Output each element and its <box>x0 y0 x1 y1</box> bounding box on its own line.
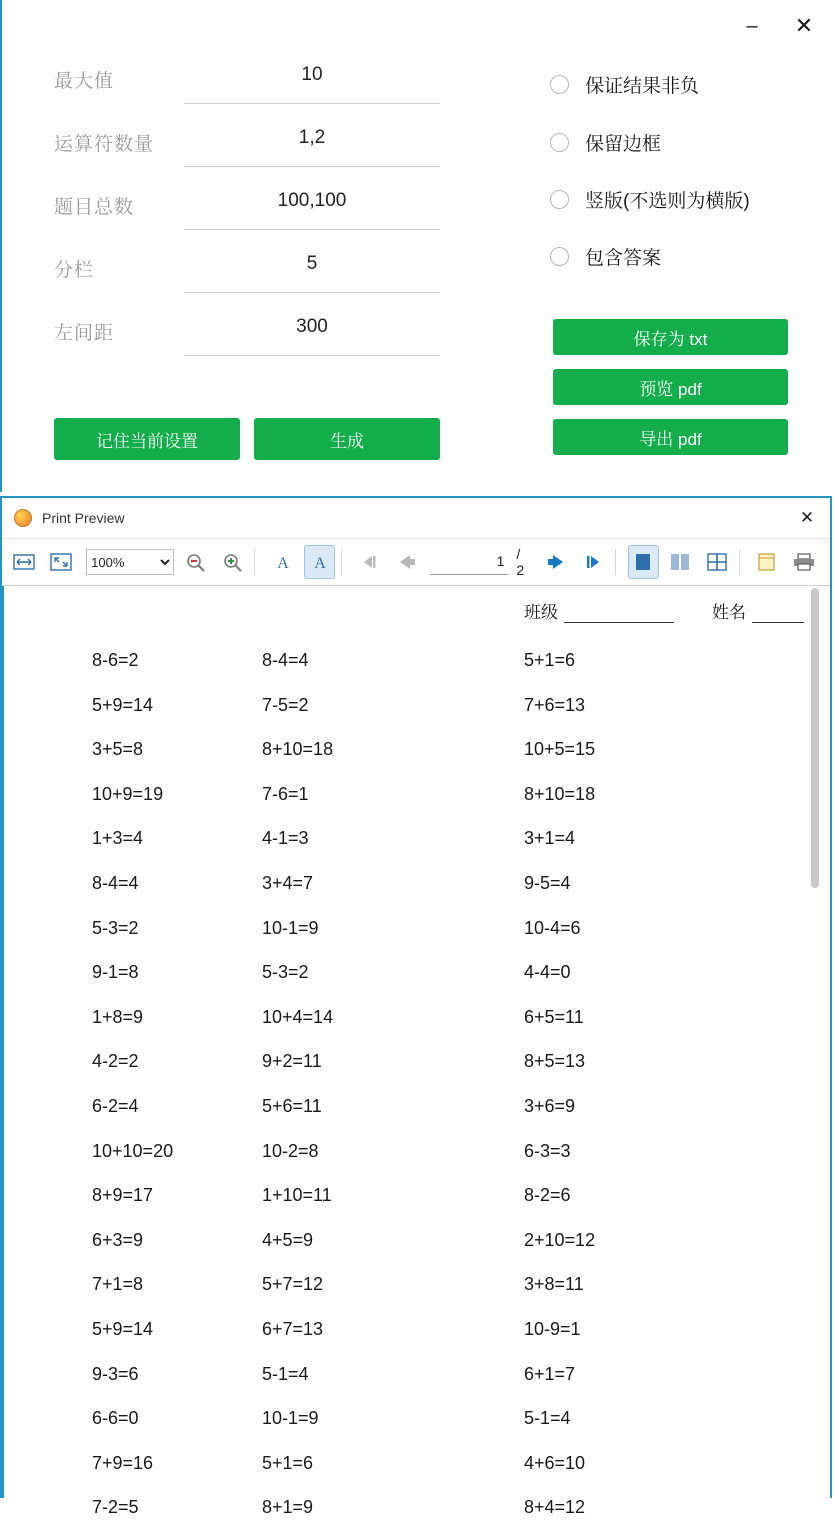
problem-item: 10+4=14 <box>262 1006 334 1027</box>
field-underline <box>184 229 440 230</box>
field-underline <box>184 292 440 293</box>
problem-item: 8+10=18 <box>524 783 596 804</box>
field-label-total-problems: 题目总数 <box>54 197 135 218</box>
problem-item: 6+7=13 <box>262 1318 324 1339</box>
problem-column-2 <box>262 638 524 1530</box>
previous-page-icon <box>391 545 422 579</box>
toolbar-separator <box>739 549 740 575</box>
problem-item: 3+5=8 <box>92 739 144 760</box>
option-label-vertical-layout: 竖版(不选则为横版) <box>585 190 750 212</box>
problem-item: 8+4=12 <box>524 1497 586 1518</box>
problem-item: 5-3=2 <box>92 917 139 938</box>
problem-item: 10+5=15 <box>524 739 596 760</box>
problem-item: 1+8=9 <box>92 1006 144 1027</box>
field-row-operator-count[interactable] <box>54 119 440 167</box>
field-label-left-margin: 左间距 <box>54 323 115 344</box>
problem-item: 6-6=0 <box>92 1408 139 1429</box>
field-label-operator-count: 运算符数量 <box>54 134 155 155</box>
problem-item: 7-2=5 <box>92 1497 139 1518</box>
problem-item: 4-1=3 <box>262 828 309 849</box>
problem-item: 5+1=6 <box>524 650 576 670</box>
save-txt-button[interactable]: 保存为 txt <box>553 319 788 355</box>
problem-item: 6+1=7 <box>524 1363 576 1384</box>
problem-item: 7-6=1 <box>262 783 309 804</box>
problem-item: 4-4=0 <box>524 962 571 983</box>
first-page-icon <box>354 545 385 579</box>
field-input-columns[interactable]: 5 <box>306 253 318 274</box>
toolbar-separator <box>254 549 255 575</box>
problem-item: 5+9=14 <box>92 1318 154 1339</box>
problem-item: 8-2=6 <box>524 1185 571 1206</box>
class-label: 班级 <box>524 603 558 622</box>
preview-pdf-button[interactable]: 预览 pdf <box>553 369 788 405</box>
problem-item: 9-1=8 <box>92 962 139 983</box>
problem-item: 10+9=19 <box>92 783 164 804</box>
settings-window <box>0 0 832 492</box>
field-row-max-value[interactable] <box>54 56 440 104</box>
fit-width-icon[interactable] <box>8 545 39 579</box>
problem-item: 4+5=9 <box>262 1229 314 1250</box>
problem-item: 9+2=11 <box>262 1051 322 1072</box>
print-preview-close-button[interactable] <box>794 506 820 530</box>
preview-scrollbar[interactable] <box>808 586 822 1498</box>
problem-item: 10-4=6 <box>524 917 581 938</box>
zoom-out-icon[interactable] <box>180 545 211 579</box>
scrollbar-thumb[interactable] <box>811 588 819 888</box>
text-smaller-icon[interactable] <box>267 545 298 579</box>
minimize-icon: – <box>746 15 758 37</box>
problem-item: 5+6=11 <box>262 1095 322 1116</box>
grid-view-icon[interactable] <box>702 545 733 579</box>
page-total-label: / 2 <box>516 546 525 578</box>
option-label-include-answers: 包含答案 <box>585 247 662 269</box>
problem-item: 3+4=7 <box>262 872 314 893</box>
print-preview-toolbar <box>2 539 830 586</box>
problem-item: 3+1=4 <box>524 828 576 849</box>
field-row-columns[interactable] <box>54 245 440 293</box>
problem-item: 6+3=9 <box>92 1229 144 1250</box>
radio-icon[interactable] <box>550 190 569 209</box>
problem-item: 5-1=4 <box>262 1363 309 1384</box>
toolbar-separator <box>615 549 616 575</box>
problem-item: 4-2=2 <box>92 1051 139 1072</box>
problem-item: 7-5=2 <box>262 694 309 715</box>
field-input-total-problems[interactable]: 100,100 <box>277 190 347 211</box>
option-label-keep-border: 保留边框 <box>585 133 662 155</box>
field-input-left-margin[interactable]: 300 <box>296 316 328 337</box>
problem-item: 7+1=8 <box>92 1274 144 1295</box>
problem-column-3 <box>524 638 784 1530</box>
zoom-select[interactable] <box>86 549 174 575</box>
problem-item: 5-1=4 <box>524 1408 571 1429</box>
field-row-left-margin[interactable] <box>54 308 440 356</box>
option-include-answers[interactable] <box>550 239 820 273</box>
toolbar-separator <box>341 549 342 575</box>
problem-item: 6-2=4 <box>92 1095 139 1116</box>
close-icon: ✕ <box>794 13 814 38</box>
fit-page-icon[interactable] <box>45 545 76 579</box>
problem-item: 9-3=6 <box>92 1363 139 1384</box>
worksheet-header <box>524 598 804 623</box>
problem-column-1 <box>4 638 262 1530</box>
page-number-input[interactable] <box>430 550 508 575</box>
field-input-operator-count[interactable]: 1,2 <box>298 127 326 148</box>
remember-settings-button[interactable]: 记住当前设置 <box>54 418 240 460</box>
radio-icon[interactable] <box>550 75 569 94</box>
page-setup-icon[interactable] <box>752 545 783 579</box>
next-page-icon[interactable] <box>541 545 572 579</box>
two-page-view-icon[interactable] <box>665 545 696 579</box>
svg-text:A: A <box>276 555 289 572</box>
field-label-max-value: 最大值 <box>54 71 115 92</box>
radio-icon[interactable] <box>550 133 569 152</box>
text-larger-icon[interactable] <box>304 545 335 579</box>
problem-item: 10-2=8 <box>262 1140 319 1161</box>
problem-item: 8+1=9 <box>262 1497 314 1518</box>
app-icon <box>14 509 32 527</box>
field-underline <box>184 103 440 104</box>
problem-item: 3+6=9 <box>524 1095 576 1116</box>
preview-paper <box>4 586 822 1518</box>
problem-item: 7+9=16 <box>92 1452 154 1473</box>
close-icon: ✕ <box>799 508 815 527</box>
problem-item: 5+9=14 <box>92 694 154 715</box>
field-row-total-problems[interactable] <box>54 182 440 230</box>
problem-item: 10-1=9 <box>262 917 319 938</box>
problem-item: 8-6=2 <box>92 650 139 670</box>
problem-item: 8+5=13 <box>524 1051 586 1072</box>
problem-item: 10+10=20 <box>92 1140 174 1161</box>
export-pdf-button[interactable]: 导出 pdf <box>553 419 788 455</box>
problem-grid <box>4 638 822 1530</box>
problem-item: 8-4=4 <box>92 872 139 893</box>
name-label: 姓名 <box>712 603 746 622</box>
last-page-icon[interactable] <box>578 545 609 579</box>
problem-item: 7+6=13 <box>524 694 586 715</box>
class-blank-line <box>564 605 674 623</box>
radio-icon[interactable] <box>550 247 569 266</box>
problem-item: 8+9=17 <box>92 1185 154 1206</box>
minimize-button[interactable] <box>730 8 774 44</box>
svg-text:A: A <box>313 555 326 572</box>
name-blank-line <box>752 605 804 623</box>
field-label-columns: 分栏 <box>54 260 95 281</box>
preview-page-area <box>2 586 830 1518</box>
problem-item: 5+1=6 <box>262 1452 314 1473</box>
problem-item: 4+6=10 <box>524 1452 586 1473</box>
problem-item: 6-3=3 <box>524 1140 571 1161</box>
problem-item: 8+10=18 <box>262 739 334 760</box>
single-page-view-icon[interactable] <box>628 545 659 579</box>
settings-titlebar <box>2 0 834 52</box>
problem-item: 1+3=4 <box>92 828 144 849</box>
problem-item: 5+7=12 <box>262 1274 324 1295</box>
print-preview-window <box>0 496 832 1518</box>
option-non-negative[interactable] <box>550 67 820 101</box>
zoom-in-icon[interactable] <box>217 545 248 579</box>
problem-item: 3+8=11 <box>524 1274 584 1295</box>
print-icon[interactable] <box>789 545 820 579</box>
close-button[interactable] <box>782 8 826 44</box>
problem-item: 8-4=4 <box>262 650 309 670</box>
problem-item: 10-9=1 <box>524 1318 581 1339</box>
field-input-max-value[interactable]: 10 <box>301 64 323 85</box>
problem-item: 5-3=2 <box>262 962 309 983</box>
problem-item: 1+10=11 <box>262 1185 332 1206</box>
problem-item: 10-1=9 <box>262 1408 319 1429</box>
generate-button[interactable]: 生成 <box>254 418 440 460</box>
problem-item: 6+5=11 <box>524 1006 584 1027</box>
problem-item: 9-5=4 <box>524 872 571 893</box>
option-keep-border[interactable] <box>550 125 820 159</box>
option-label-non-negative: 保证结果非负 <box>585 75 700 97</box>
option-vertical-layout[interactable] <box>550 182 820 216</box>
field-underline <box>184 166 440 167</box>
field-underline <box>184 355 440 356</box>
print-preview-title: Print Preview <box>42 510 125 526</box>
print-preview-titlebar <box>2 498 830 539</box>
problem-item: 2+10=12 <box>524 1229 596 1250</box>
